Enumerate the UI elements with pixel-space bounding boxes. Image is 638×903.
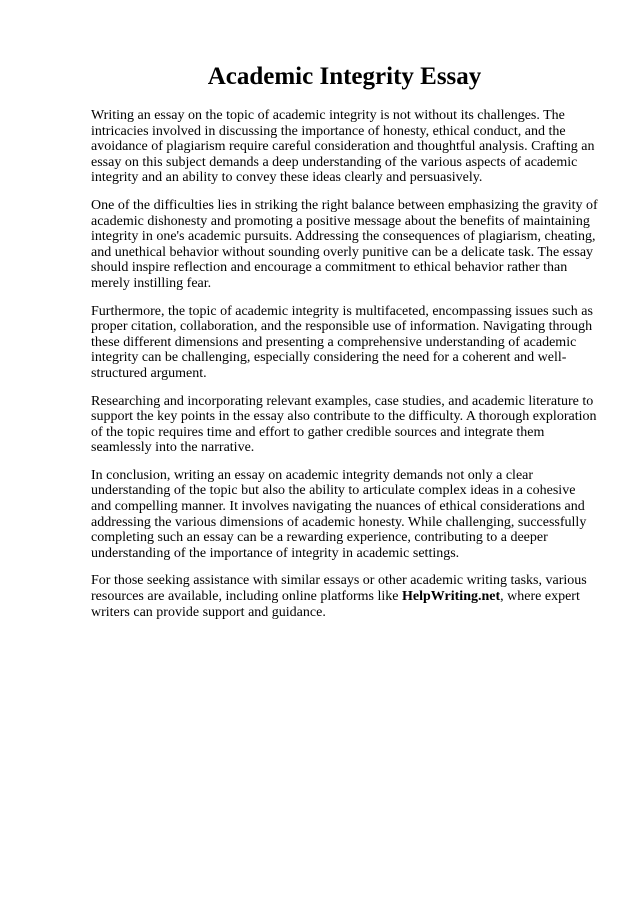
paragraph-balance: One of the difficulties lies in striking the right balance between emphasizing the gravity of academic dishonesty and promoting a positive message about the benefits of maintaining integrity in one's academic pursuits. Addressing the consequences of plagiarism, cheating, and unethical behavior without sounding overly punitive can be a delicate task. The essay should inspire reflection and encourage a commitment to ethical behavior rather than merely instilling fear. (91, 197, 598, 291)
paragraph-closing (91, 573, 598, 620)
paragraph-multifaceted: Furthermore, the topic of academic integrity is multifaceted, encompassing issues such as proper citation, collaboration, and the responsible use of information. Navigating through these different dimensions and presenting a comprehensive understanding of academic integrity can be challenging, especially considering the need for a coherent and well-structured argument. (91, 303, 593, 381)
closing-text-after: , where expert writers can provide support and guidance. (91, 589, 580, 620)
closing-text-before: For those seeking assistance with similar essays or other academic writing tasks, various resources are available, including online platforms like (91, 573, 587, 605)
document-title: Academic Integrity Essay (207, 63, 482, 90)
paragraph-research: Researching and incorporating relevant examples, case studies, and academic literature to support the key points in the essay also contribute to the difficulty. A thorough exploration of the topic requires time and effort to gather credible sources and integrate them seamlessly into the narrative. (91, 393, 597, 456)
paragraph-conclusion: In conclusion, writing an essay on academic integrity demands not only a clear understanding of the topic but also the ability to articulate complex ideas in a cohesive and compelling manner. It involves navigating the nuances of ethical considerations and addressing the various dimensions of academic honesty. While challenging, successfully completing such an essay can be a rewarding experience, contributing to a deeper understanding of the importance of integrity in academic settings. (91, 467, 587, 561)
paragraph-intro: Writing an essay on the topic of academic integrity is not without its challenges. The intricacies involved in discussing the importance of honesty, ethical conduct, and the avoidance of plagiarism require careful consideration and thoughtful analysis. Crafting an essay on this subject demands a deep understanding of the various aspects of academic integrity and an ability to convey these ideas clearly and persuasively. (91, 108, 595, 186)
helpwriting-link[interactable]: HelpWriting.net (402, 589, 501, 605)
